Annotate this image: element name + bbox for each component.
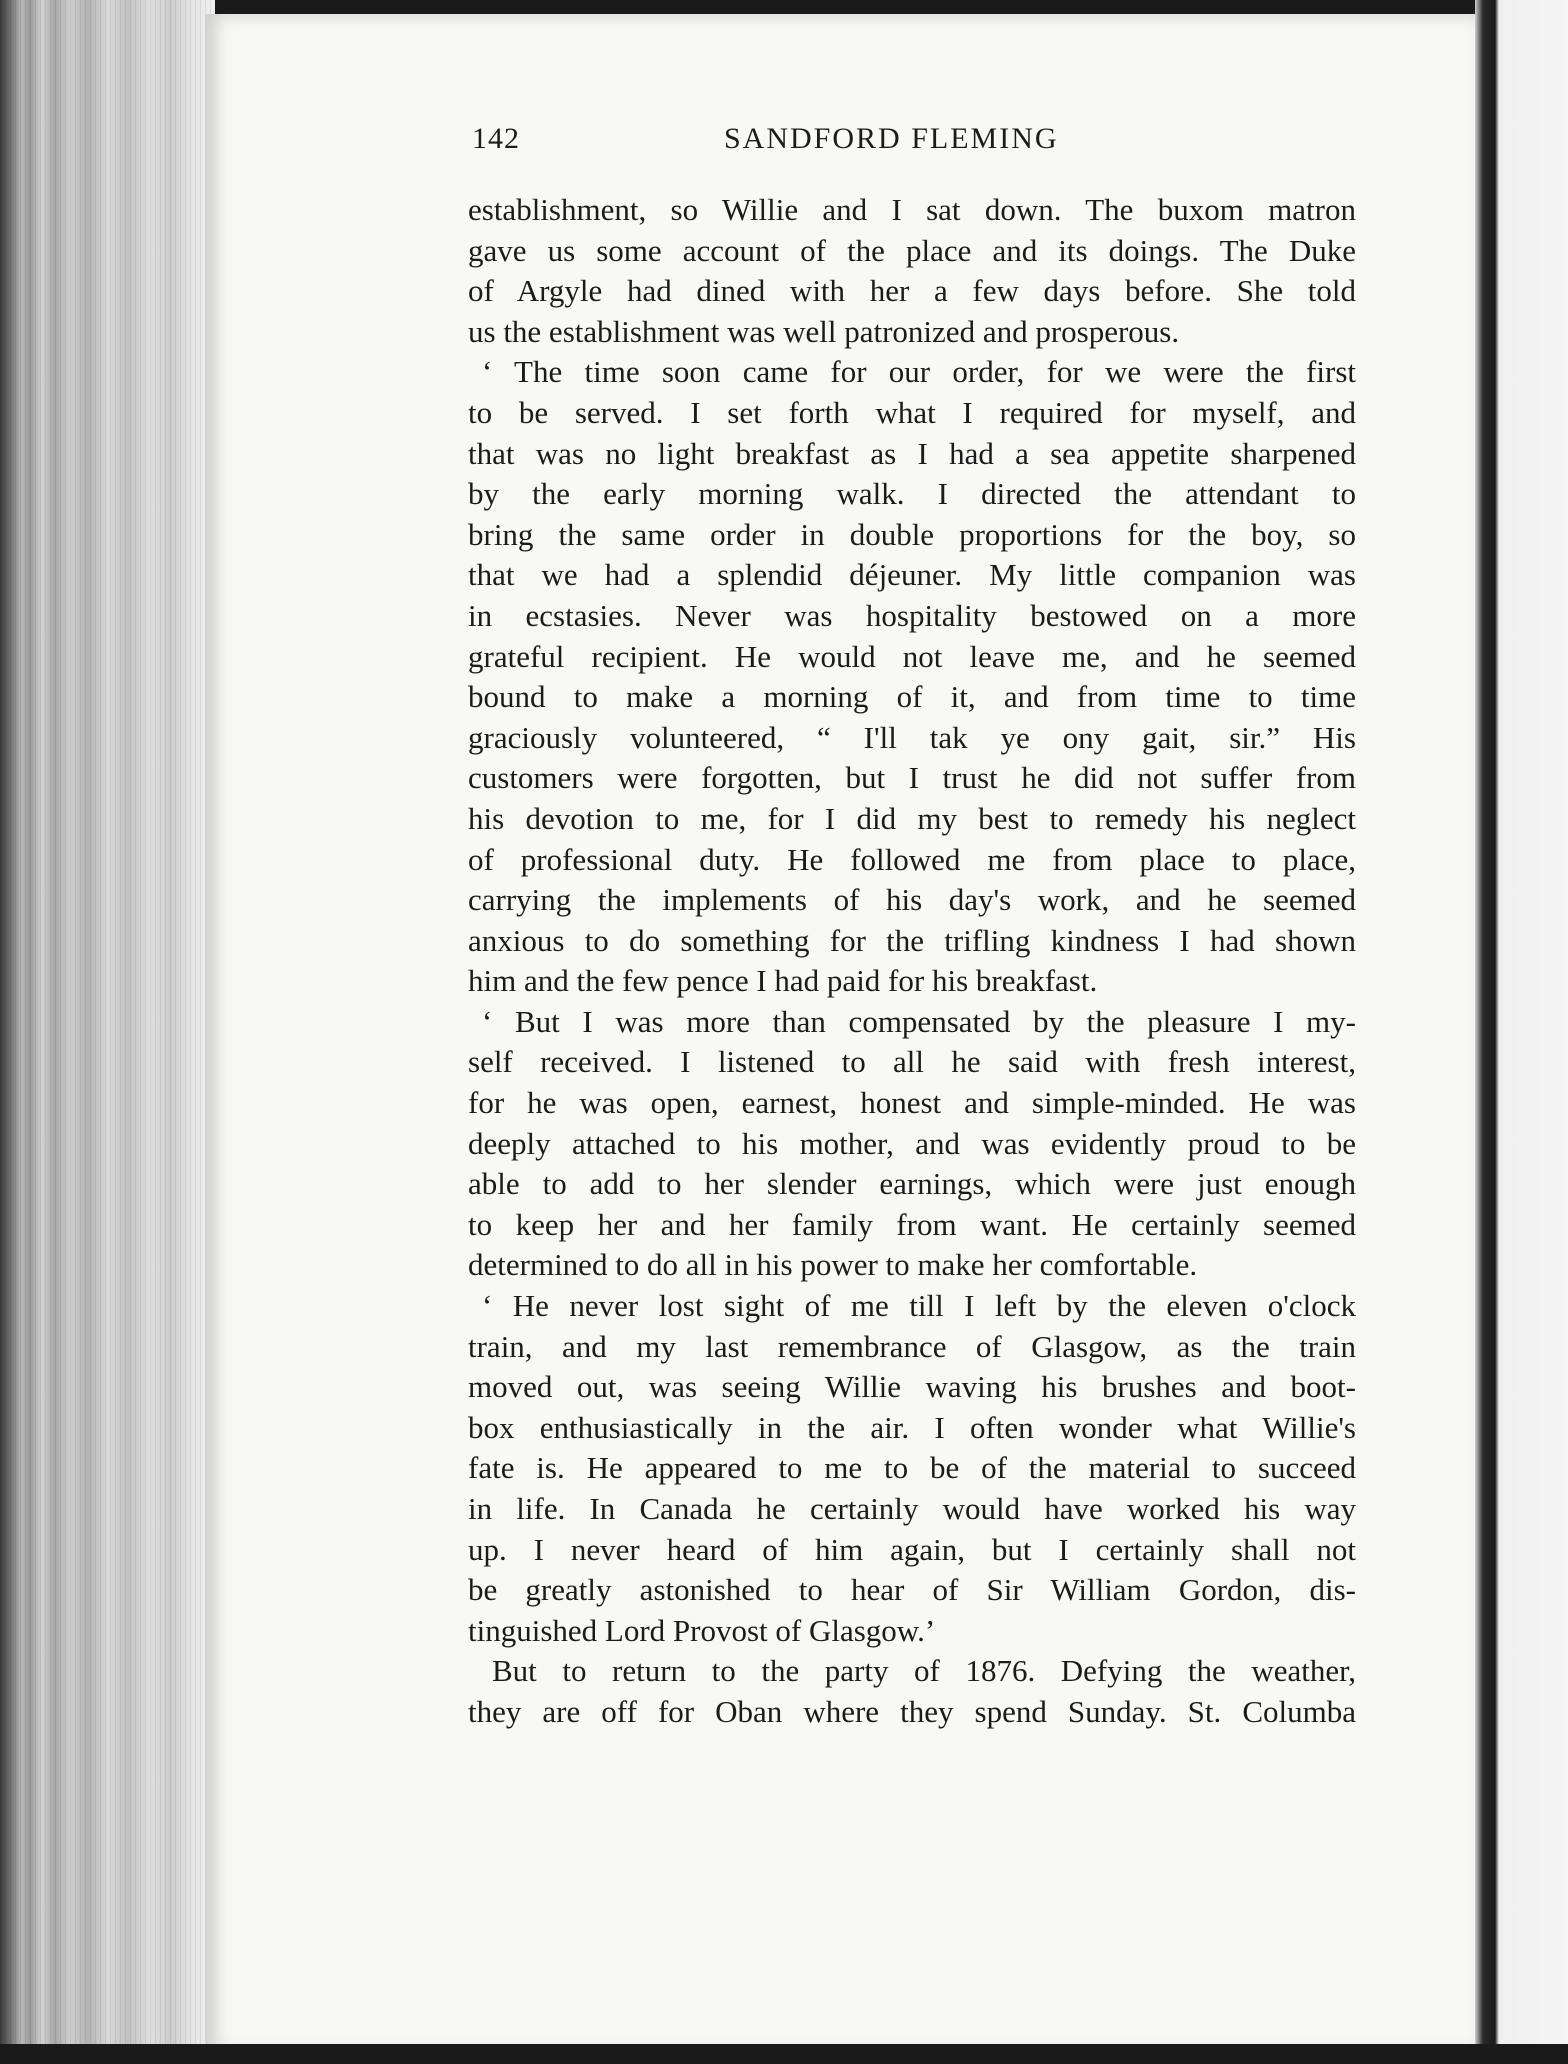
text-line: deeply attached to his mother, and was evidently proud to be	[468, 1125, 1356, 1161]
text-line: fate is. He appeared to me to be of the material to succeed	[468, 1450, 1356, 1486]
text-line: determined to do all in his power to make her comfortable.	[468, 1247, 1198, 1283]
text-line: grateful recipient. He would not leave me, and he seemed	[468, 638, 1356, 674]
text-line: to be served. I set forth what I required for myself, and	[468, 394, 1356, 430]
text-line: by the early morning walk. I directed the attendant to	[468, 476, 1356, 512]
text-line: for he was open, earnest, honest and simple-minded. He was	[468, 1085, 1356, 1121]
text-line: customers were forgotten, but I trust he did not suffer from	[468, 760, 1356, 796]
book-page-edges	[0, 0, 215, 2064]
text-line: ‘ The time soon came for our order, for we were the first	[482, 354, 1356, 390]
text-line: gave us some account of the place and its doings. The Duke	[468, 232, 1356, 268]
text-line: his devotion to me, for I did my best to remedy his neglect	[468, 800, 1356, 836]
book-binding-edge	[1475, 0, 1568, 2064]
text-line: anxious to do something for the trifling kindness I had shown	[468, 922, 1356, 958]
text-line: moved out, was seeing Willie waving his brushes and boot-	[468, 1369, 1356, 1405]
text-line: train, and my last remembrance of Glasgow, as the train	[468, 1328, 1356, 1364]
text-line: to keep her and her family from want. He certainly seemed	[468, 1206, 1356, 1242]
text-line: bring the same order in double proportions for the boy, so	[468, 516, 1356, 552]
text-line: ‘ He never lost sight of me till I left by the eleven o'clock	[482, 1288, 1356, 1324]
text-line: of Argyle had dined with her a few days before. She told	[468, 273, 1356, 309]
scan-bottom-border	[0, 2044, 1568, 2064]
text-line: up. I never heard of him again, but I certainly shall not	[468, 1531, 1356, 1567]
text-line: in ecstasies. Never was hospitality bestowed on a more	[468, 597, 1356, 633]
text-line: us the establishment was well patronized and prosperous.	[468, 313, 1180, 349]
text-line: self received. I listened to all he said with fresh interest,	[468, 1044, 1356, 1080]
body-text	[468, 190, 1356, 1733]
text-line: they are off for Oban where they spend Sunday. St. Columba	[468, 1693, 1356, 1729]
text-line: But to return to the party of 1876. Defying the weather,	[492, 1653, 1356, 1689]
text-line: able to add to her slender earnings, which were just enough	[468, 1166, 1356, 1202]
text-line: establishment, so Willie and I sat down. The buxom matron	[468, 192, 1356, 227]
text-line: that was no light breakfast as I had a sea appetite sharpened	[468, 435, 1356, 471]
page-header	[472, 118, 1100, 166]
text-line: box enthusiastically in the air. I often wonder what Willie's	[468, 1409, 1356, 1445]
text-line: tinguished Lord Provost of Glasgow.’	[468, 1612, 936, 1648]
text-line: that we had a splendid déjeuner. My little companion was	[468, 557, 1356, 593]
page-number: 142	[472, 122, 520, 155]
text-line: bound to make a morning of it, and from time to time	[468, 679, 1356, 715]
text-line: be greatly astonished to hear of Sir William Gordon, dis-	[468, 1572, 1356, 1608]
running-title: SANDFORD FLEMING	[724, 122, 1059, 155]
text-line: graciously volunteered, “ I'll tak ye ony gait, sir.” His	[468, 719, 1356, 755]
text-line: of professional duty. He followed me from place to place,	[468, 841, 1356, 877]
text-line: ‘ But I was more than compensated by the pleasure I my-	[482, 1003, 1356, 1039]
text-line: carrying the implements of his day's work, and he seemed	[468, 882, 1356, 918]
text-line: in life. In Canada he certainly would have worked his way	[468, 1491, 1356, 1526]
text-line: him and the few pence I had paid for his breakfast.	[468, 963, 1098, 999]
